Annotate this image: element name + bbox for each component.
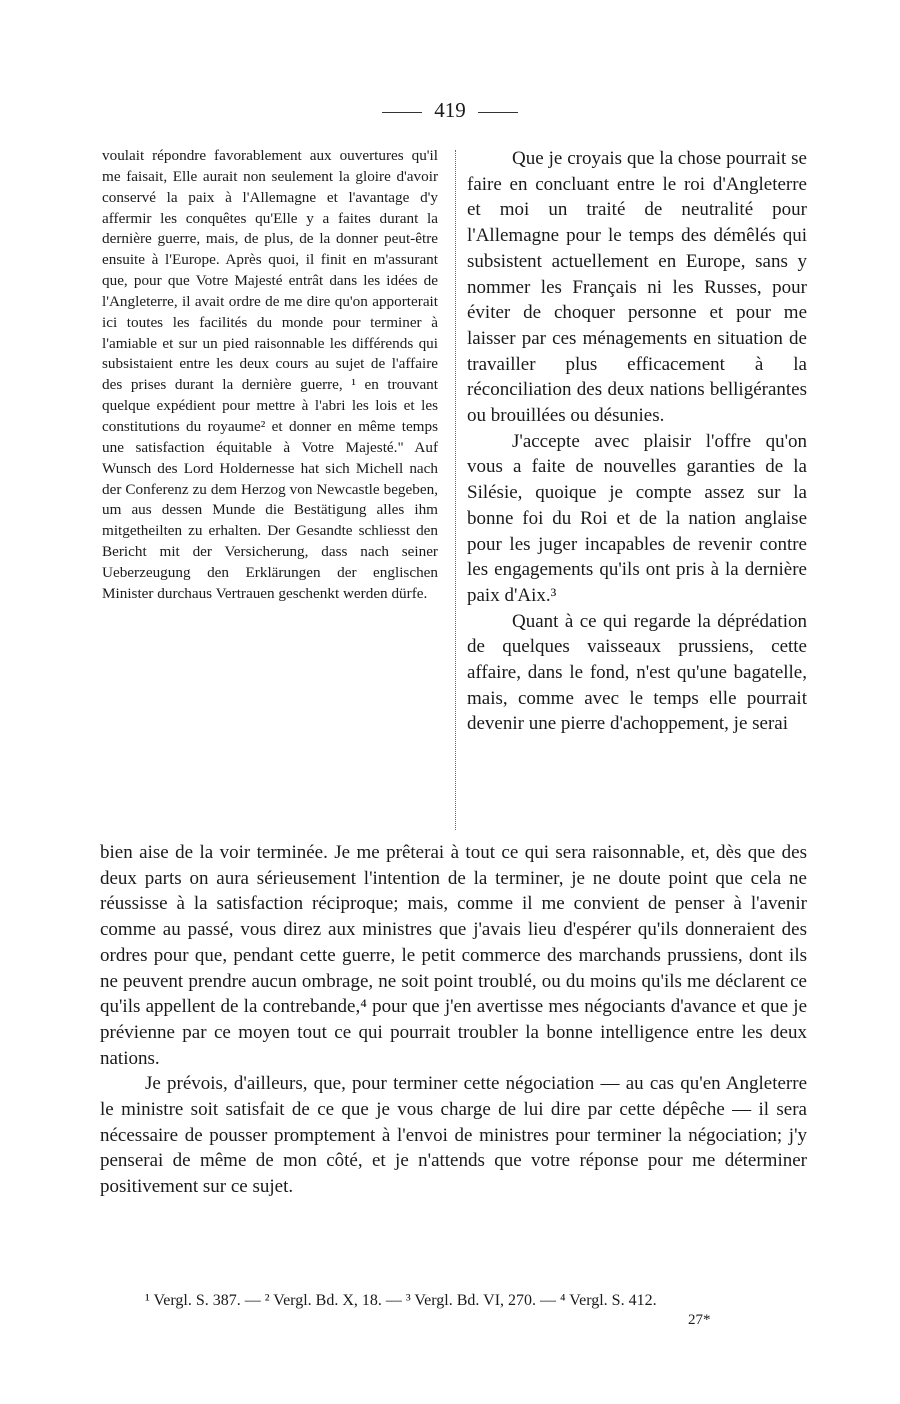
- signature-mark: 27*: [688, 1312, 711, 1328]
- right-paragraph-3: Quant à ce qui regarde la déprédation de quelques vaisseaux prussiens, cette affaire, dans le fond, n'est qu'une bagatelle, mais, comme avec le temps elle pourrait devenir une pierre d'achoppement, je serai: [467, 610, 807, 735]
- footnotes: ¹ Vergl. S. 387. — ² Vergl. Bd. X, 18. — ³ Vergl. Bd. VI, 270. — ⁴ Vergl. S. 412.: [145, 1292, 657, 1309]
- left-column-text: voulait répondre favorablement aux ouvertures qu'il me faisait, Elle aurait non seulement la gloire d'avoir conservé la paix à l'Allemagne et l'avantage d'y affermir les conquêtes qu'Elle y a faites durant la dernière guerre, mais, de plus, de la donner peut-être ensuite à l'Europe. Après quoi, il finit en m'assurant que, pour que Votre Majesté entrât dans les idées de l'Angleterre, il avait ordre de me dire qu'on apporterait ici toutes les facilités du monde pour terminer à l'amiable et sur un pied raisonnable les différends qui subsistaient entre les deux cours au sujet de l'affaire des prises durant la dernière guerre, ¹ en trouvant quelque expédient pour mettre à l'abri les lois et les constitutions du royaume² et donner en même temps une satisfaction équitable à Votre Majesté." Auf Wunsch des Lord Holdernesse hat sich Michell nach der Conferenz zu dem Herzog von Newcastle begeben, um aus dessen Munde die Bestätigung alles ihm mitgetheilten zu erhalten. Der Gesandte schliesst den Bericht mit der Versicherung, dass nach seiner Ueberzeugung den Erklärungen der englischen Minister durchaus Vertrauen geschenkt werden dürfe.: [102, 147, 438, 602]
- page-number-text: 419: [434, 98, 466, 122]
- full-width-text: [100, 840, 807, 1200]
- right-paragraph-1: Que je croyais que la chose pourrait se faire en concluant entre le roi d'Angleterre et moi un traité de neutralité pour l'Allemagne pour le temps des démêlés qui subsistent actuellement en Europe, sans y nommer les Français ni les Russes, pour éviter de choquer personne et pour me laisser par ces ménagements en situation de travailler plus efficacement à la réconciliation des deux nations belligérantes ou brouillées ou désunies.: [467, 148, 807, 427]
- right-paragraph-2: J'accepte avec plaisir l'offre qu'on vous a faite de nouvelles garanties de la Silésie, quoique je compte assez sur la bonne foi du Roi et de la nation anglaise pour les juger incapables de revenir contre les engagements qu'ils ont pris à la dernière paix d'Aix.³: [467, 430, 807, 606]
- full-paragraph-2: Je prévois, d'ailleurs, que, pour terminer cette négociation — au cas qu'en Angleterre le ministre soit satisfait de ce que je vous charge de lui dire par cette dépêche — il sera nécessaire de pousser promptement à l'envoi de ministres pour terminer la négociation; j'y penserai de même de mon côté, et je n'attends que votre réponse pour me déterminer positivement sur ce sujet.: [100, 1073, 807, 1198]
- page-number: [0, 98, 900, 123]
- full-paragraph-1: bien aise de la voir terminée. Je me prêterai à tout ce qui sera raisonnable, et, dès que des deux parts on aura sérieusement l'intention de la terminer, je ne doute point que cela ne réussisse à la satisfaction réciproque; mais, comme il me convient de penser à l'avenir comme au passé, vous direz aux ministres que j'avais lieu d'espérer qu'ils donneraient des ordres pour que, pendant cette guerre, le petit commerce des marchands prussiens, dont ils ne peuvent prendre aucun ombrage, ne soit point troublé, ou du moins qu'ils me déclarent ce qu'ils appellent de la contrebande,⁴ pour que j'en avertisse mes négociants d'avance et que je prévienne par ce moyen tout ce qui pourrait troubler la bonne intelligence entre les deux nations.: [100, 842, 807, 1069]
- dash-right: [478, 112, 518, 113]
- right-column: [467, 146, 807, 737]
- dash-left: [382, 112, 422, 113]
- column-divider: [455, 150, 456, 830]
